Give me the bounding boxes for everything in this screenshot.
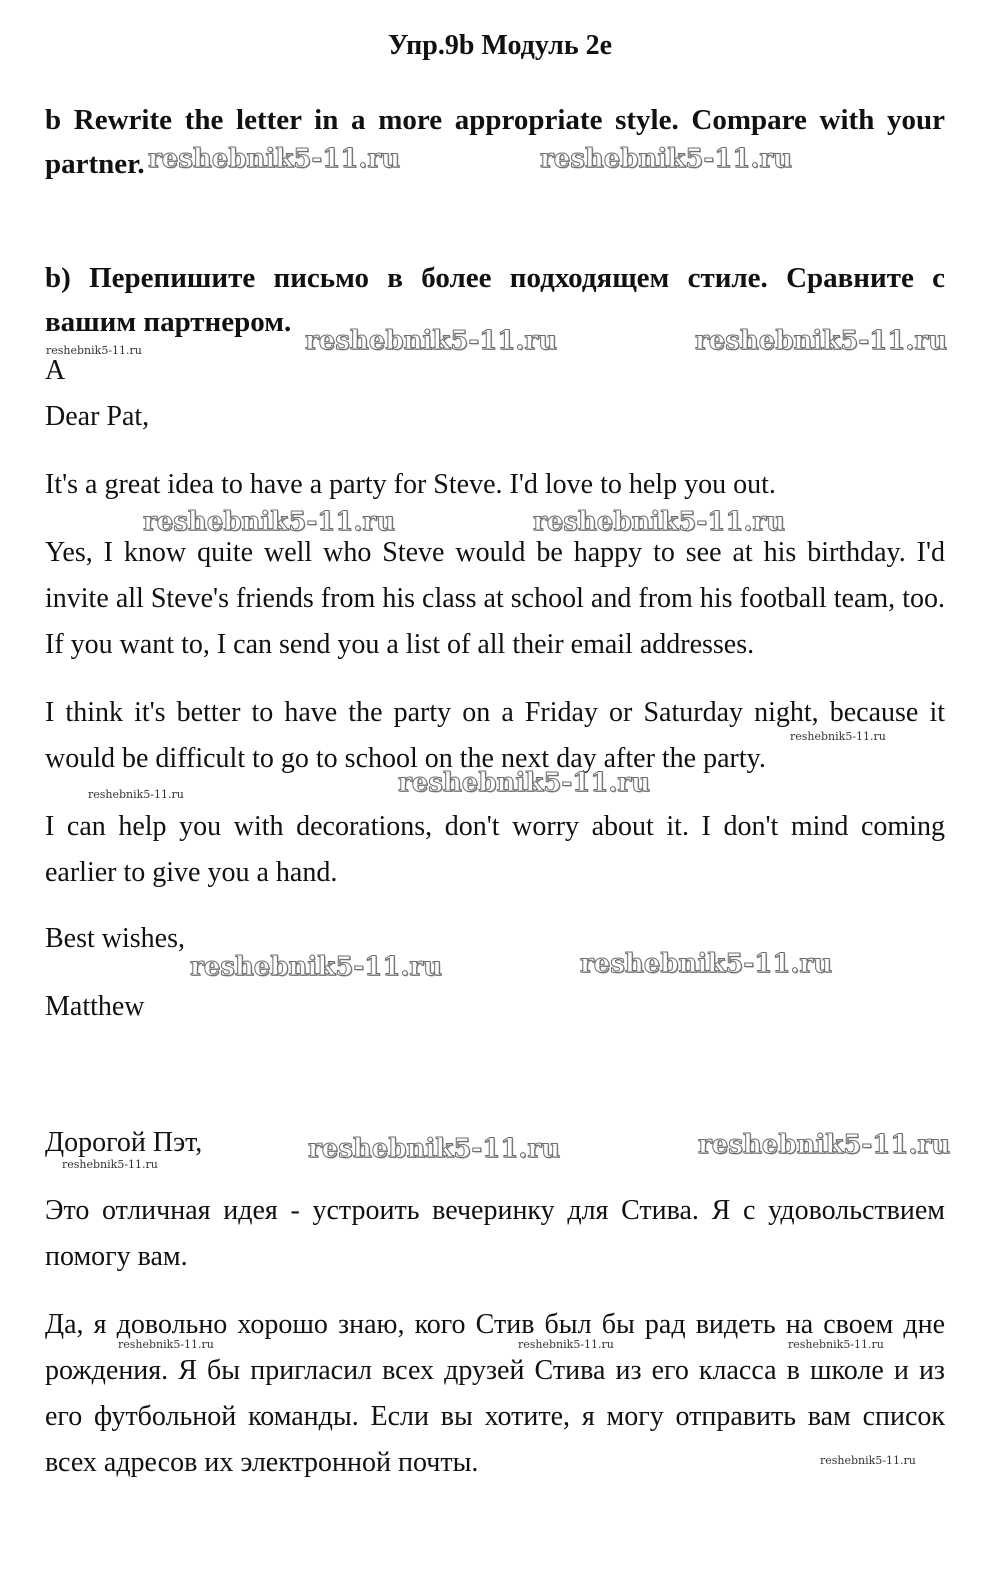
watermark: reshebnik5-11.ru	[533, 507, 786, 537]
watermark-small: reshebnik5-11.ru	[788, 1338, 884, 1351]
watermark: reshebnik5-11.ru	[695, 326, 948, 356]
watermark-small: reshebnik5-11.ru	[46, 344, 142, 357]
translation-greeting: Дорогой Пэт,	[45, 1127, 203, 1158]
watermark: reshebnik5-11.ru	[143, 507, 396, 537]
watermark-small: reshebnik5-11.ru	[518, 1338, 614, 1351]
watermark-small: reshebnik5-11.ru	[118, 1338, 214, 1351]
watermark-small: reshebnik5-11.ru	[88, 788, 184, 801]
watermark: reshebnik5-11.ru	[698, 1130, 951, 1160]
letter-closing: Best wishes,	[45, 923, 185, 954]
task-russian: b) Перепишите письмо в более подходящем стиле. Сравните с вашим партнером.	[45, 262, 945, 338]
letter-paragraph-1: It's a great idea to have a party for Steve. I'd love to help you out.	[45, 469, 776, 500]
task-english: b Rewrite the letter in a more appropriate style. Compare with your partner.	[45, 104, 945, 180]
watermark: reshebnik5-11.ru	[308, 1134, 561, 1164]
page-title: Упр.9b Модуль 2e	[387, 30, 613, 61]
letter-signature: Matthew	[45, 991, 145, 1022]
watermark: reshebnik5-11.ru	[190, 952, 443, 982]
watermark: reshebnik5-11.ru	[580, 949, 833, 979]
letter-greeting: Dear Pat,	[45, 401, 150, 432]
letter-label: A	[45, 355, 66, 386]
letter-paragraph-2: Yes, I know quite well who Steve would be happy to see at his birthday. I'd invite all Steve's friends from his class at school and from his football team, too. If you want to, I can send you a list of all their email addresses.	[45, 537, 945, 660]
watermark-small: reshebnik5-11.ru	[820, 1454, 916, 1467]
watermark-small: reshebnik5-11.ru	[790, 730, 886, 743]
translation-paragraph-1: Это отличная идея - устроить вечеринку для Стива. Я с удовольствием помогу вам.	[45, 1195, 945, 1272]
watermark: reshebnik5-11.ru	[305, 326, 558, 356]
watermark: reshebnik5-11.ru	[540, 144, 793, 174]
letter-paragraph-3: I think it's better to have the party on a Friday or Saturday night, because it would be difficult to go to school on the next day after the party.	[45, 697, 945, 774]
translation-paragraph-2: Да, я довольно хорошо знаю, кого Стив был бы рад видеть на своем дне рождения. Я бы пригласил всех друзей Стива из его класса в школе и из его футбольной команды. Если вы хотите, я могу отправить вам список всех адресов их электронной почты.	[45, 1309, 945, 1478]
letter-paragraph-4: I can help you with decorations, don't worry about it. I don't mind coming earlier to give you a hand.	[45, 811, 945, 888]
watermark: reshebnik5-11.ru	[398, 768, 651, 798]
watermark-small: reshebnik5-11.ru	[62, 1158, 158, 1171]
watermark: reshebnik5-11.ru	[148, 144, 401, 174]
